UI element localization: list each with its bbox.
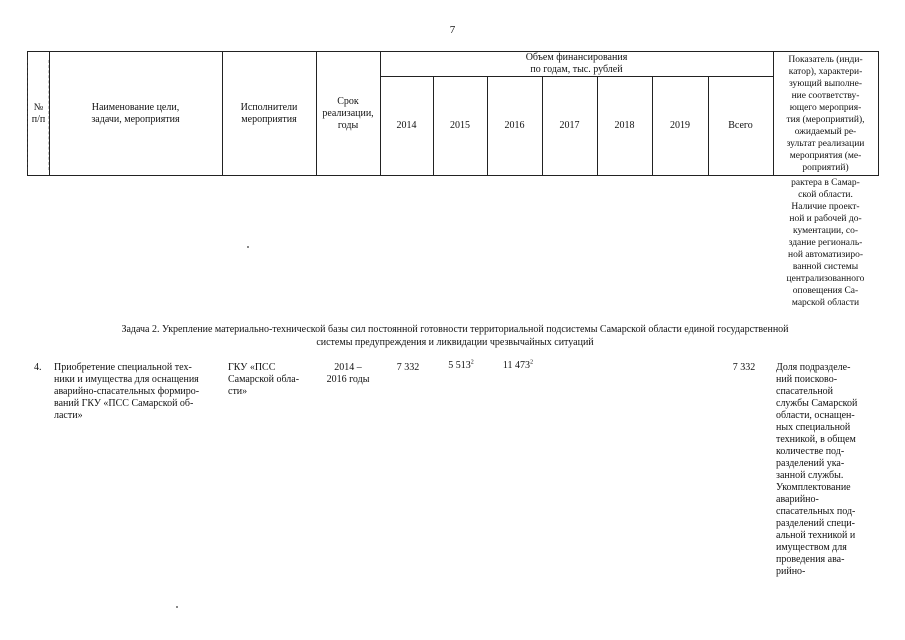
header-number: № п/п bbox=[31, 101, 46, 125]
row-executor: ГКУ «ПСС Самарской обла- сти» bbox=[228, 362, 300, 397]
row-term: 2014 – 2016 годы bbox=[326, 362, 370, 385]
header-year-2015: 2015 bbox=[450, 119, 470, 131]
footnote-mark: 2 bbox=[530, 359, 534, 366]
header-year-2018: 2018 bbox=[614, 119, 635, 131]
page-number: 7 bbox=[449, 24, 456, 36]
table-header bbox=[27, 51, 879, 176]
header-executors: Исполнители мероприятия bbox=[240, 101, 298, 125]
task-heading: Задача 2. Укрепление материально-технической базы сил постоянной готовности территориальной подсистемы Самарской области единой государственной системы предупреждения и ликвидации чрезвычайных ситуаций bbox=[121, 324, 789, 348]
row-value-2015: 5 $513^2$ bbox=[448, 359, 474, 371]
row-value-2014: 7 332 bbox=[396, 362, 420, 373]
continued-indicator-text: рактера в Самар- ской области. Наличие проект- ной и рабочей до- кументации, со- здание региональ- ной автоматизиро- ванной системы централизованного оповещения Са- марской области bbox=[786, 178, 865, 308]
header-name: Наименование цели, задачи, мероприятия bbox=[91, 101, 180, 125]
header-year-2014: 2014 bbox=[396, 119, 417, 131]
header-year-2016: 2016 bbox=[504, 119, 525, 131]
row-number: 4. bbox=[34, 362, 42, 373]
header-term: Срок реализации, годы bbox=[322, 95, 374, 131]
header-year-2019: 2019 bbox=[670, 119, 690, 131]
row-name: Приобретение специальной тех- ники и имущества для оснащения аварийно-спасательных формиро- ваний ГКУ «ПСС Самарской об- ласти» bbox=[54, 362, 200, 421]
header-finance: Объем финансирования по годам, тыс. рублей bbox=[525, 52, 628, 75]
row-indicator: Доля подразделе- ний поисково- спасательной службы Самарской области, оснащен- ных специальной техникой, в общем количестве под- разделений ука- занной службы. Укомплектование аварийно- спасательных под- разделений специ- альной техникой и имуществом для проведения ава- рийно- bbox=[776, 362, 858, 577]
header-indicator: Показатель (инди- катор), характери- зующий выполне- ние соответству- ющего мероприя- тия (мероприятий), ожидаемый ре- зультат реализации мероприятия (ме- роприятий) bbox=[786, 54, 865, 173]
row-value-total: 7 332 bbox=[732, 362, 756, 373]
header-year-2017: 2017 bbox=[559, 119, 580, 131]
row-value-2016: 11 $473^2$ bbox=[502, 359, 534, 371]
header-total: Всего bbox=[728, 119, 753, 131]
footnote-mark: 2 bbox=[470, 359, 474, 366]
